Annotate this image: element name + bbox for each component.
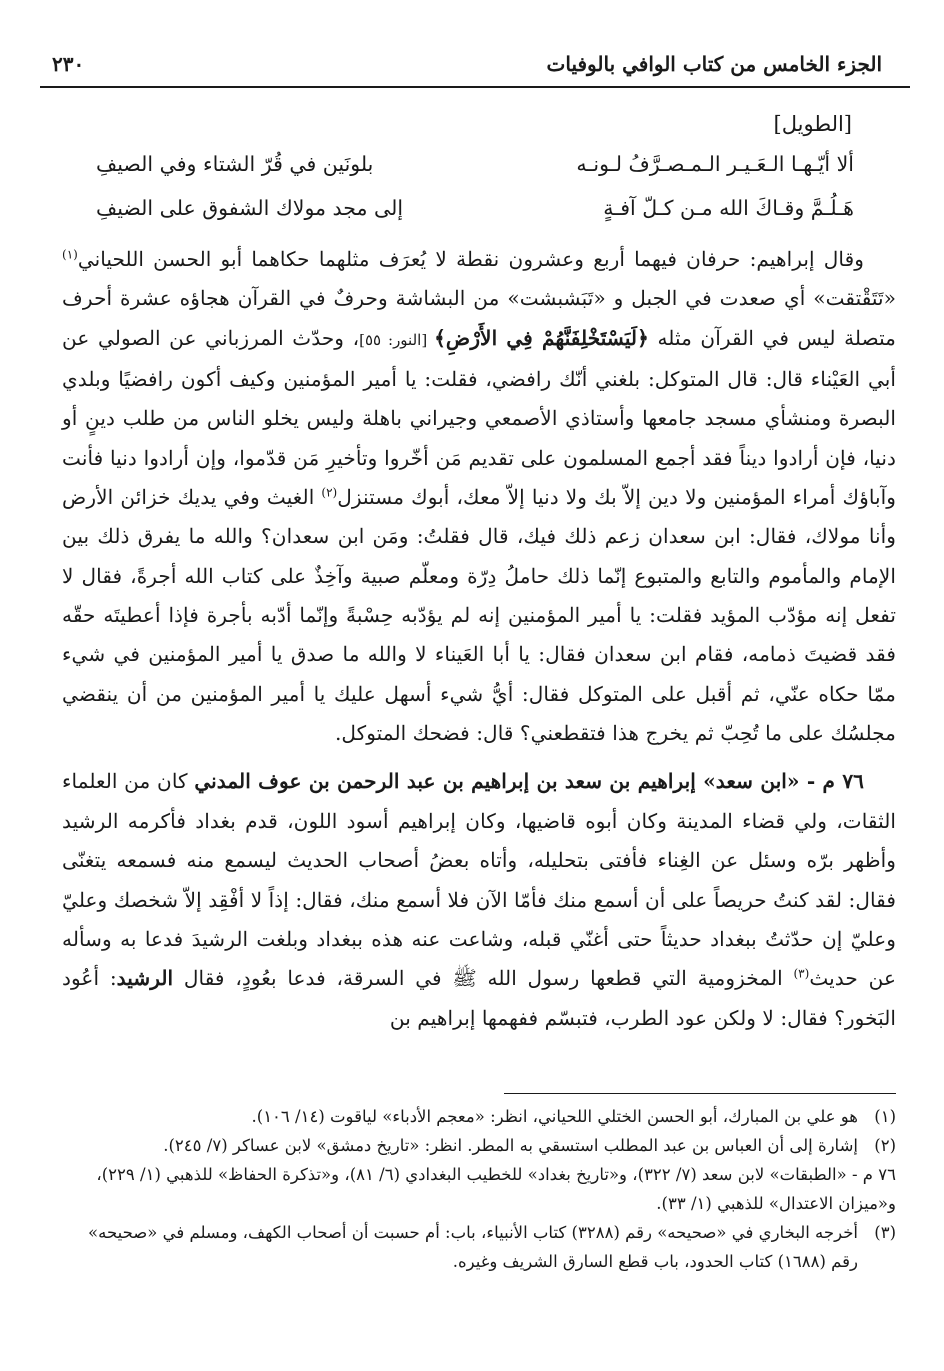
footnote-ref-2[interactable]: (٢) — [321, 485, 338, 500]
text-run: وقال إبراهيم: حرفان فيهما أربع وعشرون نقطة لا يُعرَف مثلهما حكاهما أبو الحسن اللحياني — [77, 247, 864, 271]
text-run: المخزومية التي قطعها رسول الله ﷺ في السرقة، فدعا بعُودٍ، فقال — [173, 966, 794, 991]
quran-quote: ﴿لَيَسْتَخْلِفَنَّهُمْ فِي الأَرْضِ﴾ — [434, 325, 649, 350]
footnote-ref-1[interactable]: (١) — [62, 247, 78, 262]
page-number: ٢٣٠ — [52, 52, 85, 76]
text-run: كان من العلماء الثقات، ولي قضاء المدينة وكان أبوه قاضيها، وكان إبراهيم أسود اللون، قدم بغداد فأكرمه الرشيد وأظهر برّه وسئل عن الغِناء فأفتى بتحليله، وأتاه بعضُ أصحاب الحديث ليسمع منه فسمعه يتغنّى فقال: لقد كنتُ حريصاً على أن أسمع منك فأمّا الآن فلا أسمع منك، فقال: إذاً لا أفْقِد إلاّ شخصك وعليّ وعليّ إن حدّثتُ ببغداد حديثاً حتى أغنّي قبله، وشاعت عنه هذه ببغداد وبلغت الرشيدَ فدعا به وسأله عن حديث — [62, 769, 896, 991]
verse-first-hemistich: هَـلُـمَّ وقـاكَ الله مـن كـلّ آفـةٍ — [603, 196, 854, 220]
text-run: «تَتَقْتقت» أي صعدت في الجبل و «تَبَشبشت» من البشاشة وحرفٌ في القرآن هجاؤه عشرة أحرف متصلة ليس في القرآن مثله — [62, 286, 896, 350]
footnote-text: إشارة إلى أن العباس بن عبد المطلب استسقي به المطر. انظر: «تاريخ دمشق» لابن عساكر (٧/ ٢٤٥). — [163, 1136, 858, 1155]
entry-number: ٧٦ م - — [799, 769, 865, 794]
page-header — [40, 46, 910, 88]
bold-word: الرشيد — [116, 966, 174, 991]
footnote-mark: (١) — [874, 1107, 896, 1126]
text-run: ، وحدّث المرزباني عن الصولي عن أبي العَيْناء قال: قال المتوكل: بلغني أنّك رافضي، فقلت: يا أمير المؤمنين وكيف أكون رافضيًا وبلدي البصرة ومنشأي مسجد جامعها وأستاذي الأصمعي وجيراني باهلة وليس يخلو الناس من طلب دينٍ أو دنيا، فإن أرادوا ديناً فقد أجمع المسلمون على تقديم مَن أخّروا وتأخيرِ مَن قدّموا، وإن أرادوا دنيا فأنت وآباؤك أمراء المؤمنين ولا دين إلاّ بك ولا دنيا إلاّ معك، أبوك مستنزل — [62, 325, 897, 510]
footnote-3 — [62, 1218, 896, 1276]
verse-first-hemistich: ألا أيّـهـا الـعَـيـر الـمـصـرَّفُ لـونـه — [576, 152, 854, 176]
poem-verse — [96, 152, 854, 188]
main-text — [62, 240, 896, 1038]
verse-second-hemistich: إلى مجد مولاك الشفوق على الضيفِ — [96, 196, 404, 220]
footnote-1 — [62, 1102, 896, 1131]
text-run: الغيث وفي يديك خزائن الأرض وأنا مولاك، فقال: ابن سعدان زعم ذلك فيك، قال فقلتُ: ومَن ابن سعدان؟ والله ما يفرق ذلك بين الإمام والمأموم والتابع والمتبوع إنّما ذلك حاملُ دِرّة ومعلّم صبية وآخِذٌ على كتاب الله أجرةً، فقال لا تفعل إنه مؤدّب المؤيد فقلت: يا أمير المؤمنين إنه لم يؤدّبه حِسْبةً وإنّما أدّبه بأجرة فإذا أعطيتَه حقّه فقد قضيتَ ذمامه، فقام ابن سعدان فقال: يا أبا العَيناء لا والله ما صدق يا أمير المؤمنين في شيء ممّا حكاه عنّي، ثم أقبل على المتوكل فقال: أيُّ شيء أسهل عليك يا أمير المؤمنين من أن ينقضي مجلسُك على ما تُحِبّ ثم يخرج هذا فتقطعني؟ قال: فضحك المتوكل. — [62, 485, 896, 746]
footnote-text: هو علي بن المبارك، أبو الحسن الختلي اللحياني، انظر: «معجم الأدباء» لياقوت (١٤/ ١٠٦). — [251, 1107, 858, 1126]
footnote-separator — [504, 1093, 896, 1094]
footnote-sources-76 — [62, 1160, 896, 1218]
poem-meter: [الطويل] — [773, 112, 852, 136]
paragraph-anecdote — [62, 240, 896, 753]
verse-second-hemistich: بلونَين في قُرّ الشتاء وفي الصيفِ — [96, 152, 374, 176]
text-run: : أعُود البَخور؟ فقال: لا ولكن عود الطرب، فتبسّم ففهمها إبراهيم بن — [62, 966, 896, 1030]
quran-reference: [النور: ٥٥] — [359, 330, 435, 349]
running-head: الجزء الخامس من كتاب الوافي بالوفيات — [546, 52, 882, 76]
footnotes — [62, 1102, 896, 1276]
footnote-text: ٧٦ م - «الطبقات» لابن سعد (٧/ ٣٢٢)، و«تاريخ بغداد» للخطيب البغدادي (٦/ ٨١)، و«تذكرة الحفاظ» للذهبي (١/ ٢٢٩)، و«ميزان الاعتدال» للذهبي (١/ ٣٣). — [96, 1165, 896, 1213]
paragraph-biography-76 — [62, 762, 896, 1037]
footnote-text: أخرجه البخاري في «صحيحه» رقم (٣٢٨٨) كتاب الأنبياء، باب: أم حسبت أن أصحاب الكهف، ومسلم في «صحيحه» رقم (١٦٨٨) كتاب الحدود، باب قطع السارق الشريف وغيره. — [88, 1223, 858, 1271]
entry-name: «ابن سعد» إبراهيم بن سعد بن إبراهيم بن عبد الرحمن بن عوف المدني — [194, 769, 800, 794]
footnote-mark: (٢) — [874, 1136, 896, 1155]
footnote-ref-3[interactable]: (٣) — [793, 966, 810, 981]
poem-verse — [96, 196, 854, 232]
footnote-2 — [62, 1131, 896, 1160]
footnote-mark: (٣) — [874, 1223, 896, 1242]
